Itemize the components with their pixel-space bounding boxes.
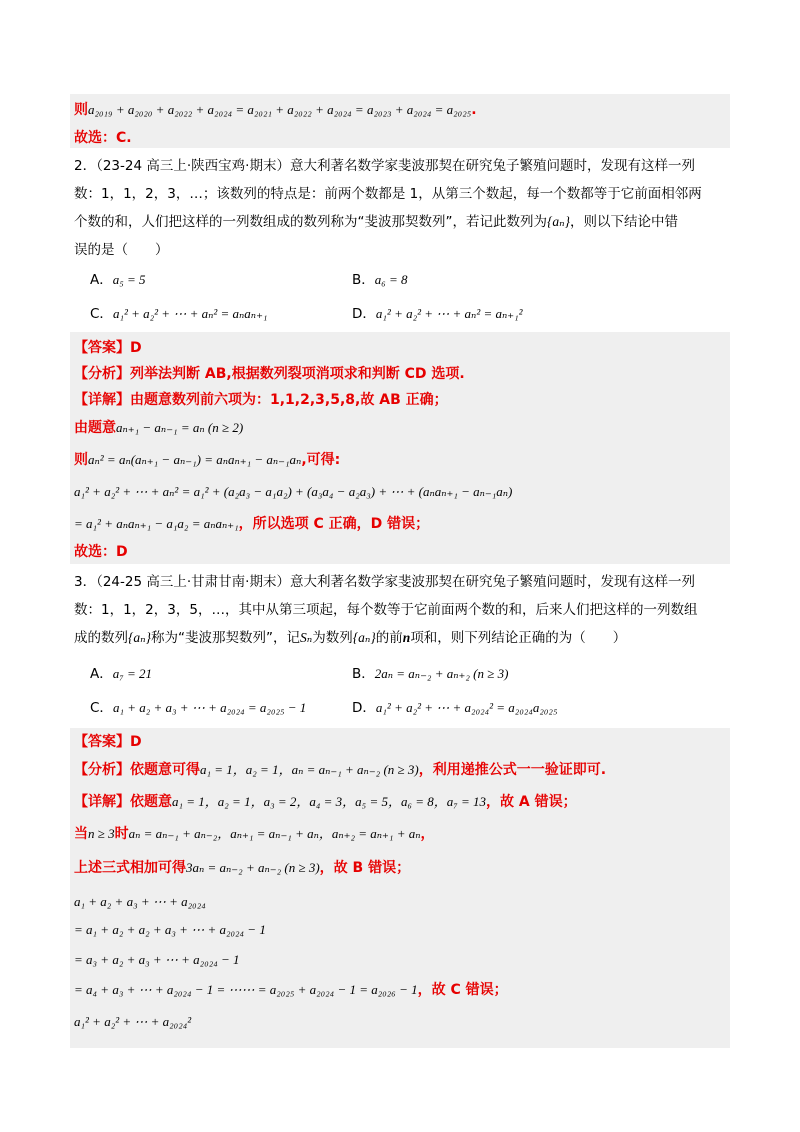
q3-option-b-label: B．	[352, 666, 375, 682]
q3-detail4-math: a₁ + a₂ + a₃ + ⋯ + a₂₀₂₄	[74, 894, 206, 909]
q2-analysis-tag: 【分析】	[74, 366, 130, 382]
q2-detail3-prefix: 则	[74, 452, 88, 468]
q3-detail-line2	[74, 824, 434, 844]
q3-analysis-math: a₁ = 1，a₂ = 1，aₙ = aₙ₋₁ + aₙ₋₂ (n ≥ 3)	[200, 762, 419, 777]
q2-answer	[74, 338, 142, 358]
q3-stem3-m1: {aₙ}	[128, 630, 152, 645]
q2-option-c-math: a₁² + a₂² + ⋯ + aₙ² = aₙaₙ₊₁	[112, 306, 268, 321]
q2-stem-line2: 数：1，1，2，3，…；该数列的特点是：前两个数都是 1，从第三个数起，每一个数都等于它前面相邻两	[74, 186, 702, 202]
q3-stem-line2: 数：1，1，2，3，5，…，其中从第三项起，每个数等于它前面两个数的和，后来人们把这样的一列数组	[74, 602, 698, 618]
q2-option-d-math: a₁² + a₂² + ⋯ + aₙ² = aₙ₊₁²	[375, 306, 523, 321]
prev-choice: 故选：C.	[74, 130, 132, 146]
q3-detail8-math: a₁² + a₂² + ⋯ + a₂₀₂₄²	[74, 1014, 192, 1029]
q2-detail-line5	[74, 514, 429, 534]
prev-solution-math: a₂₀₁₉ + a₂₀₂₀ + a₂₀₂₂ + a₂₀₂₄ = a₂₀₂₁ + a₂₀₂₂ + a₂₀₂₄ = a₂₀₂₃ + a₂₀₂₄ = a₂₀₂₅	[88, 102, 472, 117]
q3-option-b-math: 2aₙ = aₙ₋₂ + aₙ₊₂ (n ≥ 3)	[374, 666, 509, 681]
q3-detail2-b: 时	[114, 826, 129, 842]
prev-solution-prefix: 则	[74, 102, 88, 118]
q2-choice: 故选：D	[74, 544, 128, 560]
q3-detail3-a: 上述三式相加可得	[74, 860, 186, 876]
q3-detail1-math: a₁ = 1，a₂ = 1，a₃ = 2，a₄ = 3，a₅ = 5，a₆ = 8，a₇ = 13	[172, 794, 487, 809]
q2-answer-tag: 【答案】	[74, 340, 130, 356]
q3-stem-line3	[74, 628, 626, 648]
q3-detail3-b: ，故 B 错误；	[319, 860, 411, 876]
q3-analysis-a: 依题意可得	[130, 762, 200, 778]
q3-stem3-m4: n	[402, 630, 411, 645]
q3-detail-line1	[74, 792, 577, 812]
q3-stem3-c: 为数列	[312, 630, 353, 646]
q2-detail-line3	[74, 450, 340, 470]
q3-option-c-label: C．	[90, 700, 113, 716]
q2-detail3-suffix: ,可得:	[301, 452, 341, 468]
prev-solution-suffix: .	[471, 102, 477, 118]
q3-detail7-math: = a₄ + a₃ + ⋯ + a₂₀₂₄ − 1 = ⋯⋯ = a₂₀₂₅ + a₂₀₂₄ − 1 = a₂₀₂₆ − 1	[74, 982, 418, 997]
q2-stem-math: {aₙ}	[547, 214, 571, 229]
q3-stem3-m2: Sₙ	[300, 630, 313, 645]
q2-stem-line4: 误的是（ ）	[74, 242, 169, 258]
q3-detail7-b: ，故 C 错误；	[417, 982, 508, 998]
q3-option-b[interactable]	[352, 664, 508, 684]
q3-stem3-a: 成的数列	[74, 630, 128, 646]
q3-detail6-math: = a₃ + a₂ + a₃ + ⋯ + a₂₀₂₄ − 1	[74, 952, 240, 967]
q2-option-a-label: A．	[90, 272, 113, 288]
q3-detail-line4	[74, 892, 206, 912]
q3-detail2-c: ，	[420, 826, 435, 842]
q3-detail-line7	[74, 980, 508, 1000]
q2-detail-line1	[74, 390, 448, 410]
q3-analysis-tag: 【分析】	[74, 762, 130, 778]
q2-detail4-math: a₁² + a₂² + ⋯ + aₙ² = a₁² + (a₂a₃ − a₁a₂) + (a₃a₄ − a₂a₃) + ⋯ + (aₙaₙ₊₁ − aₙ₋₁aₙ)	[74, 484, 513, 499]
q2-detail5-suffix: ，所以选项 C 正确，D 错误；	[238, 516, 430, 532]
q2-option-d[interactable]	[352, 304, 523, 324]
q2-option-c-label: C．	[90, 306, 113, 322]
q2-stem-line1: 2．（23-24 高三上·陕西宝鸡·期末）意大利著名数学家斐波那契在研究兔子繁殖问题时，发现有这样一列	[74, 158, 695, 174]
q2-option-a-math: a₅ = 5	[112, 272, 146, 287]
q3-option-a[interactable]	[90, 664, 152, 684]
q2-detail3-math: aₙ² = aₙ(aₙ₊₁ − aₙ₋₁) = aₙaₙ₊₁ − aₙ₋₁aₙ	[88, 452, 302, 467]
q3-option-a-label: A．	[90, 666, 113, 682]
q3-answer-tag: 【答案】	[74, 734, 130, 750]
q2-detail-tag: 【详解】	[74, 392, 130, 408]
q3-option-d[interactable]	[352, 698, 557, 718]
q3-answer	[74, 732, 142, 752]
q3-detail-line8	[74, 1012, 191, 1032]
q2-detail-line2	[74, 418, 243, 438]
q3-analysis	[74, 760, 606, 780]
q3-stem-line1: 3．（24-25 高三上·甘肃甘南·期末）意大利著名数学家斐波那契在研究兔子繁殖问题时，发现有这样一列	[74, 574, 695, 590]
prev-solution-line	[74, 100, 477, 120]
q3-detail-line3	[74, 858, 410, 878]
q3-option-d-label: D．	[352, 700, 376, 716]
q3-option-d-math: a₁² + a₂² + ⋯ + a₂₀₂₄² = a₂₀₂₄a₂₀₂₅	[375, 700, 558, 715]
q3-detail-tag: 【详解】	[74, 794, 130, 810]
q2-answer-value: D	[130, 340, 142, 356]
q3-analysis-b: ，利用递推公式一一验证即可.	[418, 762, 607, 778]
q3-detail-line5	[74, 920, 266, 940]
q2-detail5-math: = a₁² + aₙaₙ₊₁ − a₁a₂ = aₙaₙ₊₁	[74, 516, 239, 531]
q2-detail2-prefix: 由题意	[74, 420, 116, 436]
q3-detail2-m1: n ≥ 3	[88, 826, 115, 841]
q3-option-c-math: a₁ + a₂ + a₃ + ⋯ + a₂₀₂₄ = a₂₀₂₅ − 1	[112, 700, 307, 715]
q3-stem3-d: 的前	[375, 630, 403, 646]
q3-detail-line6	[74, 950, 240, 970]
q2-analysis-text: 列举法判断 AB,根据数列裂项消项求和判断 CD 选项.	[130, 366, 465, 382]
q3-stem3-e: 项和，则下列结论正确的为（ ）	[410, 630, 627, 646]
q3-stem3-b: 称为“斐波那契数列”，记	[151, 630, 301, 646]
q3-detail3-math: 3aₙ = aₙ₋₂ + aₙ₋₂ (n ≥ 3)	[186, 860, 320, 875]
q3-detail2-a: 当	[74, 826, 88, 842]
q3-detail1-b: ，故 A 错误；	[486, 794, 577, 810]
q2-stem-line3-tail: ，则以下结论中错	[570, 214, 679, 230]
q2-option-b-label: B．	[352, 272, 375, 288]
q2-option-c[interactable]	[90, 304, 267, 324]
q3-detail5-math: = a₁ + a₂ + a₂ + a₃ + ⋯ + a₂₀₂₄ − 1	[74, 922, 266, 937]
q2-detail-line4	[74, 482, 512, 502]
q3-stem3-m3: {aₙ}	[352, 630, 376, 645]
q2-detail2-math: aₙ₊₁ − aₙ₋₁ = aₙ (n ≥ 2)	[116, 420, 244, 435]
q2-stem-line3-text: 个数的和，人们把这样的一列数组成的数列称为“斐波那契数列”，若记此数列为	[74, 214, 547, 230]
q2-option-b[interactable]	[352, 270, 408, 290]
q2-option-d-label: D．	[352, 306, 376, 322]
q2-detail1-text: 由题意数列前六项为：1,1,2,3,5,8,故 AB 正确；	[130, 392, 448, 408]
q2-option-b-math: a₆ = 8	[374, 272, 408, 287]
q3-detail2-m2: aₙ = aₙ₋₁ + aₙ₋₂，aₙ₊₁ = aₙ₋₁ + aₙ，aₙ₊₂ = aₙ₊₁ + aₙ	[128, 826, 421, 841]
q3-answer-value: D	[130, 734, 142, 750]
q3-option-c[interactable]	[90, 698, 306, 718]
q2-analysis	[74, 364, 465, 384]
q2-option-a[interactable]	[90, 270, 146, 290]
q2-stem-line3	[74, 212, 678, 232]
q3-detail1-a: 依题意	[130, 794, 172, 810]
q3-option-a-math: a₇ = 21	[112, 666, 153, 681]
